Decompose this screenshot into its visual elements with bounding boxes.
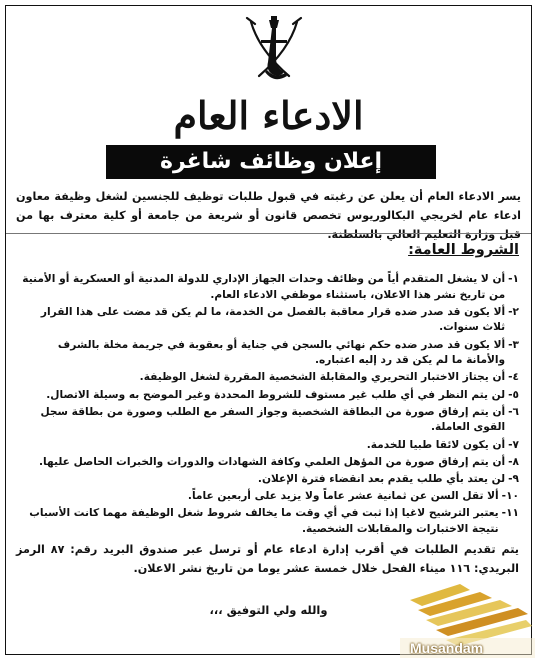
condition-number: ١٠- — [501, 490, 519, 503]
condition-number: ٩- — [508, 472, 519, 485]
condition-item — [16, 405, 519, 436]
condition-text: ألا يكون قد صدر ضده قرار معاقبة بالفصل من الخدمة، ما لم يكن قد مضت على هذا القرار ثلاث سنوات. — [40, 305, 506, 334]
condition-number: ٣- — [508, 338, 519, 351]
condition-item — [16, 388, 519, 404]
condition-text: أن لا يشغل المتقدم أياً من وظائف وحدات الجهاز الإداري للدولة المدنية أو العسكرية أو الأمنية من تاريخ نشر هذا الاعلان، باستثناء موظفي الادعاء العام. — [22, 273, 506, 301]
condition-number: ٧- — [508, 438, 519, 451]
condition-item — [16, 305, 519, 336]
condition-item — [16, 472, 519, 488]
condition-number: ١١- — [501, 507, 519, 520]
condition-item — [16, 506, 519, 537]
condition-number: ٥- — [508, 388, 519, 401]
condition-item — [16, 370, 519, 386]
condition-text: لن يتم النظر في أي طلب غير مستوف للشروط المحددة وغير الموضح به وسيلة الاتصال. — [46, 388, 506, 401]
section-divider — [6, 233, 531, 234]
conditions-list — [16, 272, 519, 539]
condition-text: لن يعتد بأي طلب يقدم بعد انقضاء فترة الإعلان. — [257, 472, 506, 485]
organization-title: الادعاء العام — [173, 93, 364, 138]
condition-text: أن يتم إرفاق صورة من المؤهل العلمي وكافة الشهادات والدورات والخبرات الحاصل عليها. — [39, 455, 506, 468]
condition-number: ٤- — [508, 371, 519, 384]
national-emblem-icon — [239, 10, 309, 88]
condition-text: يعتبر الترشيح لاغيا إذا ثبت في أي وقت ما يخالف شروط شغل الوظيفة مهما كانت الأسباب نتيجة الاختبارات والمقابلات الشخصية. — [29, 507, 499, 535]
condition-item — [16, 489, 519, 505]
submission-instructions: يتم تقديم الطلبات في أقرب إدارة ادعاء عام أو ترسل عبر صندوق البريد رقم: ٨٧ الرمز البريدي: ١١٦ ميناء الفحل خلال خمسة عشر يوما من تاريخ نشر الاعلان. — [16, 543, 519, 575]
condition-number: ٨- — [508, 455, 519, 468]
condition-text: أن يتم إرفاق صورة من البطاقة الشخصية وجواز السفر مع الطلب وصورة من بطاقة سجل القوى العاملة. — [40, 405, 506, 434]
condition-text: ألا تقل السن عن ثمانية عشر عاماً ولا يزيد على أربعين عاماً. — [187, 490, 499, 503]
condition-item — [16, 272, 519, 303]
condition-item — [16, 438, 519, 454]
advertisement-page — [5, 5, 532, 655]
condition-number: ٢- — [508, 305, 519, 318]
closing-greeting: والله ولي التوفيق ،،، — [209, 603, 328, 617]
condition-text: أن يكون لائقا طبيا للخدمة. — [366, 438, 506, 451]
condition-item — [16, 338, 519, 369]
announcement-banner: إعلان وظائف شاغرة — [106, 145, 436, 179]
conditions-heading: الشروط العامة: — [408, 242, 519, 258]
watermark-text: Musandam — [410, 640, 484, 656]
intro-paragraph: يسر الادعاء العام أن يعلن عن رغبته في قبول طلبات توظيف للجنسين لشغل وظيفة معاون ادعاء عام لخريجي البكالوريوس تخصص قانون أو شريعة من جامعة أو كلية معترف بها من قبل وزارة التعليم العالي بالسلطنة. — [16, 190, 521, 241]
condition-text: أن يجتاز الاختبار التحريري والمقابلة الشخصية المقررة لشغل الوظيفة. — [139, 371, 506, 384]
condition-number: ٦- — [508, 405, 519, 418]
condition-number: ١- — [508, 273, 519, 285]
condition-item — [16, 455, 519, 471]
condition-text: ألا يكون قد صدر ضده حكم نهائي بالسجن في جناية أو بعقوبة في جريمة مخلة بالشرف والأمانة ما لم يكن قد رد إليه اعتباره. — [57, 338, 506, 367]
